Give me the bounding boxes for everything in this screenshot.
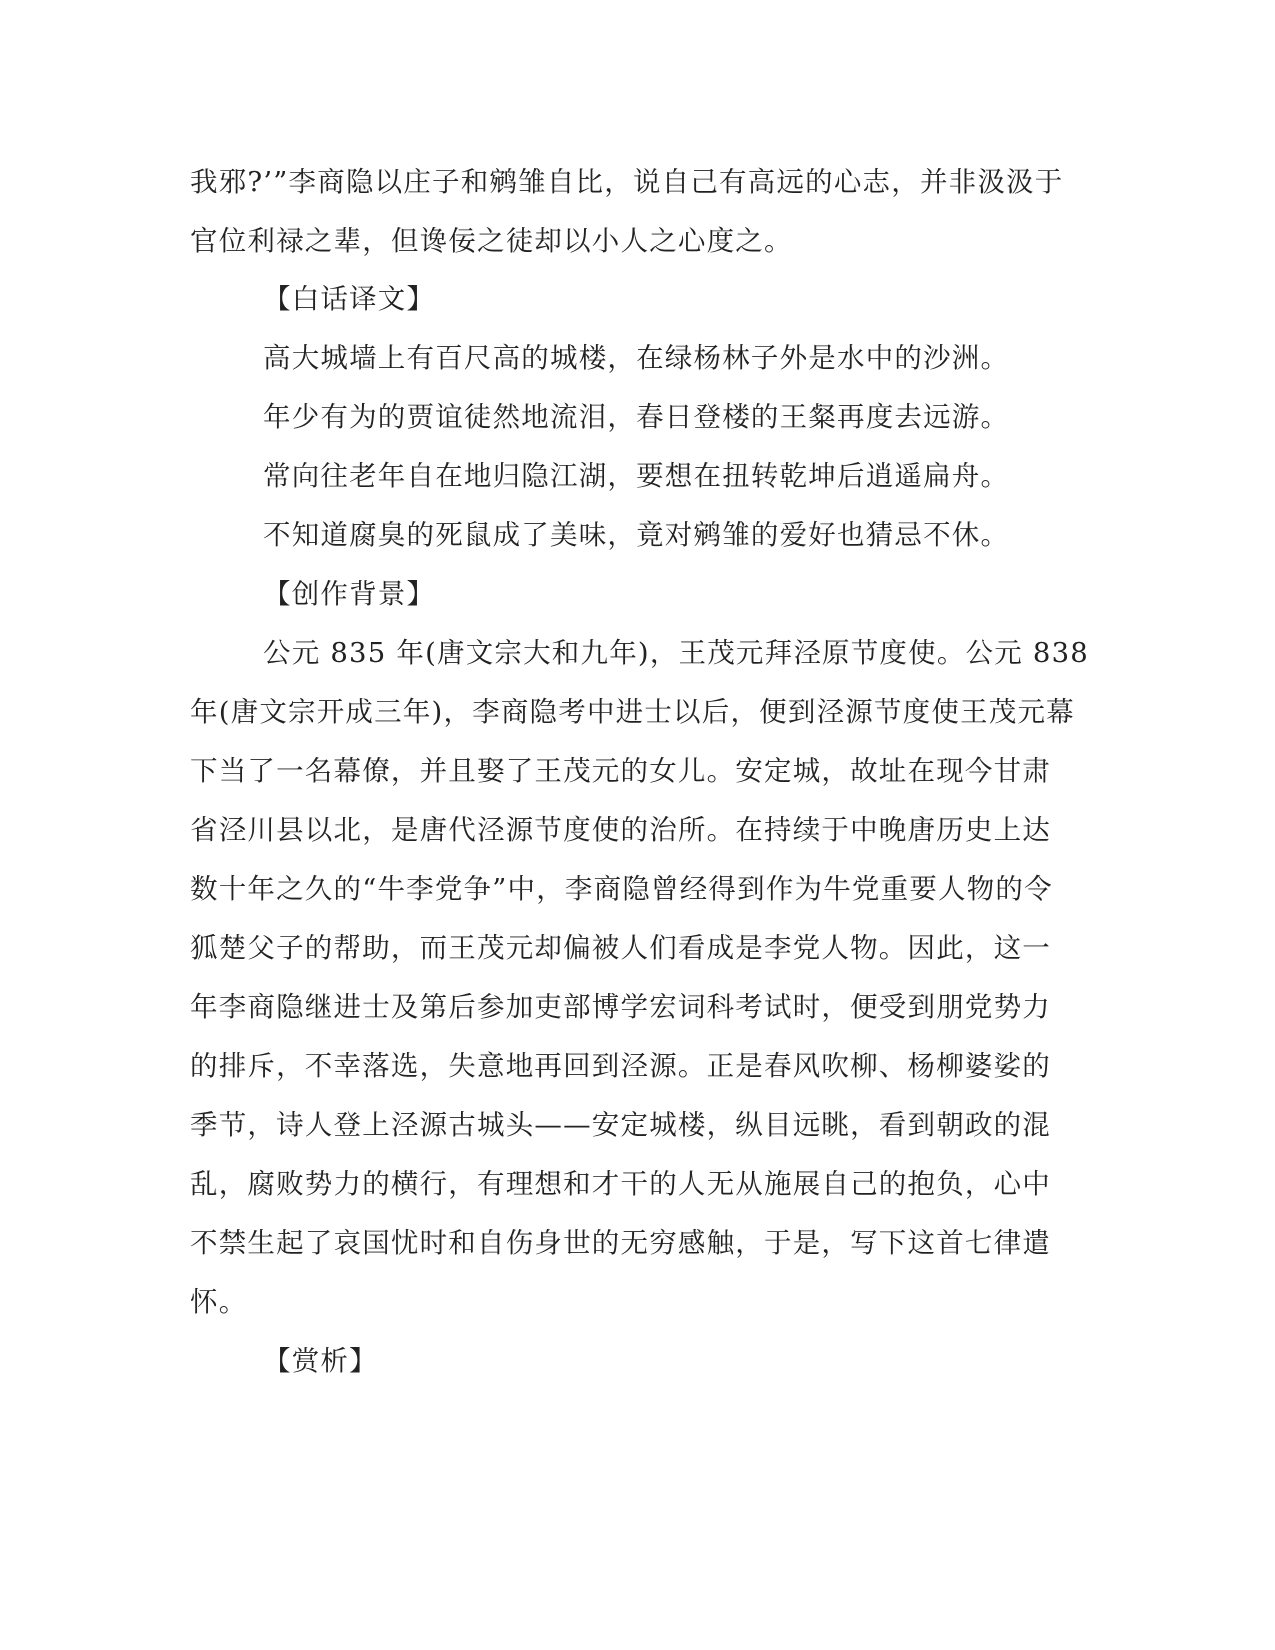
paragraph-line: 公元 835 年(唐文宗大和九年)，王茂元拜泾原节度使。公元 838: [263, 637, 1089, 669]
paragraph-line: 季节，诗人登上泾源古城头——安定城楼，纵目远眺，看到朝政的混: [190, 1109, 1051, 1141]
paragraph-line: 狐楚父子的帮助，而王茂元却偏被人们看成是李党人物。因此，这一: [190, 932, 1051, 964]
translation-line: 常向往老年自在地归隐江湖，要想在扭转乾坤后逍遥扁舟。: [263, 460, 1010, 492]
section-heading-translation: 【白话译文】: [263, 283, 436, 315]
paragraph-line: 的排斥，不幸落选，失意地再回到泾源。正是春风吹柳、杨柳婆娑的: [190, 1050, 1051, 1082]
paragraph-line: 官位利禄之辈，但谗佞之徒却以小人之心度之。: [190, 225, 793, 257]
translation-line: 不知道腐臭的死鼠成了美味，竟对鹓雏的爱好也猜忌不休。: [263, 519, 1010, 551]
paragraph-line: 下当了一名幕僚，并且娶了王茂元的女儿。安定城，故址在现今甘肃: [190, 755, 1051, 787]
section-heading-appreciation: 【赏析】: [263, 1345, 378, 1377]
translation-line: 高大城墙上有百尺高的城楼，在绿杨林子外是水中的沙洲。: [263, 342, 1010, 374]
section-heading-background: 【创作背景】: [263, 578, 436, 610]
paragraph-line: 年李商隐继进士及第后参加吏部博学宏词科考试时，便受到朋党势力: [190, 991, 1051, 1023]
paragraph-line: 数十年之久的“牛李党争”中，李商隐曾经得到作为牛党重要人物的令: [190, 873, 1053, 905]
paragraph-line: 我邪?’”李商隐以庄子和鹓雏自比，说自己有高远的心志，并非汲汲于: [190, 166, 1064, 198]
paragraph-line: 年(唐文宗开成三年)，李商隐考中进士以后，便到泾源节度使王茂元幕: [190, 696, 1075, 728]
paragraph-line: 不禁生起了哀国忧时和自伤身世的无穷感触，于是，写下这首七律遣: [190, 1227, 1051, 1259]
translation-line: 年少有为的贾谊徒然地流泪，春日登楼的王粲再度去远游。: [263, 401, 1010, 433]
paragraph-line: 省泾川县以北，是唐代泾源节度使的治所。在持续于中晚唐历史上达: [190, 814, 1051, 846]
paragraph-line: 怀。: [190, 1286, 248, 1318]
paragraph-line: 乱，腐败势力的横行，有理想和才干的人无从施展自己的抱负，心中: [190, 1168, 1051, 1200]
